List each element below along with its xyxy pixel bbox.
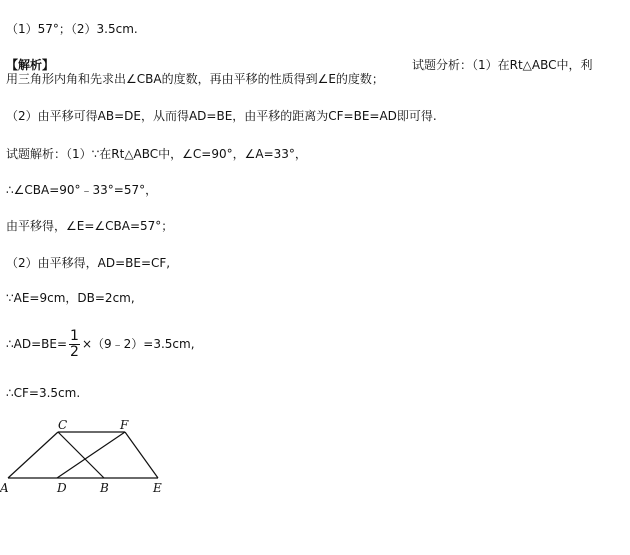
- solution-line-5: ∵AE=9cm，DB=2cm,: [6, 291, 135, 305]
- segment-AC: [8, 432, 58, 478]
- solution-line-1: 试题解析：（1）∵在Rt△ABC中，∠C=90°，∠A=33°，: [6, 147, 307, 161]
- fraction-one-half: [69, 329, 80, 360]
- segment-DF: [57, 432, 125, 478]
- solution-line-7: ∴CF=3.5cm.: [6, 386, 81, 400]
- solution-line-4: （2）由平移得，AD=BE=CF,: [6, 256, 171, 270]
- label-A: A: [0, 481, 9, 495]
- analysis-line-3: （2）由平移可得AB=DE，从而得AD=BE，由平移的距离为CF=BE=AD即可得.: [6, 109, 437, 123]
- label-C: C: [58, 418, 68, 432]
- solution-line-6-suffix: ×（9﹣2）=3.5cm,: [81, 337, 195, 351]
- label-E: E: [153, 481, 162, 495]
- analysis-intro: 试题分析：（1）在Rt△ABC中，利: [412, 58, 593, 72]
- analysis-line-2: 用三角形内角和先求出∠CBA的度数，再由平移的性质得到∠E的度数；: [6, 72, 384, 86]
- segment-CB: [58, 432, 104, 478]
- solution-line-6: [6, 328, 195, 360]
- solution-line-2: ∴∠CBA=90°﹣33°=57°，: [6, 183, 158, 197]
- fraction-denominator: 2: [70, 344, 79, 360]
- translation-figure: [0, 414, 175, 499]
- analysis-heading: 【解析】: [6, 58, 55, 72]
- solution-line-3: 由平移得，∠E=∠CBA=57°；: [6, 219, 174, 233]
- label-D: D: [57, 481, 67, 495]
- label-F: F: [120, 418, 129, 432]
- solution-line-6-prefix: ∴AD=BE=: [6, 337, 68, 351]
- answer-line: （1）57°；（2）3.5cm.: [6, 22, 138, 36]
- segment-FE: [125, 432, 158, 478]
- fraction-numerator: 1: [70, 328, 79, 344]
- label-B: B: [100, 481, 109, 495]
